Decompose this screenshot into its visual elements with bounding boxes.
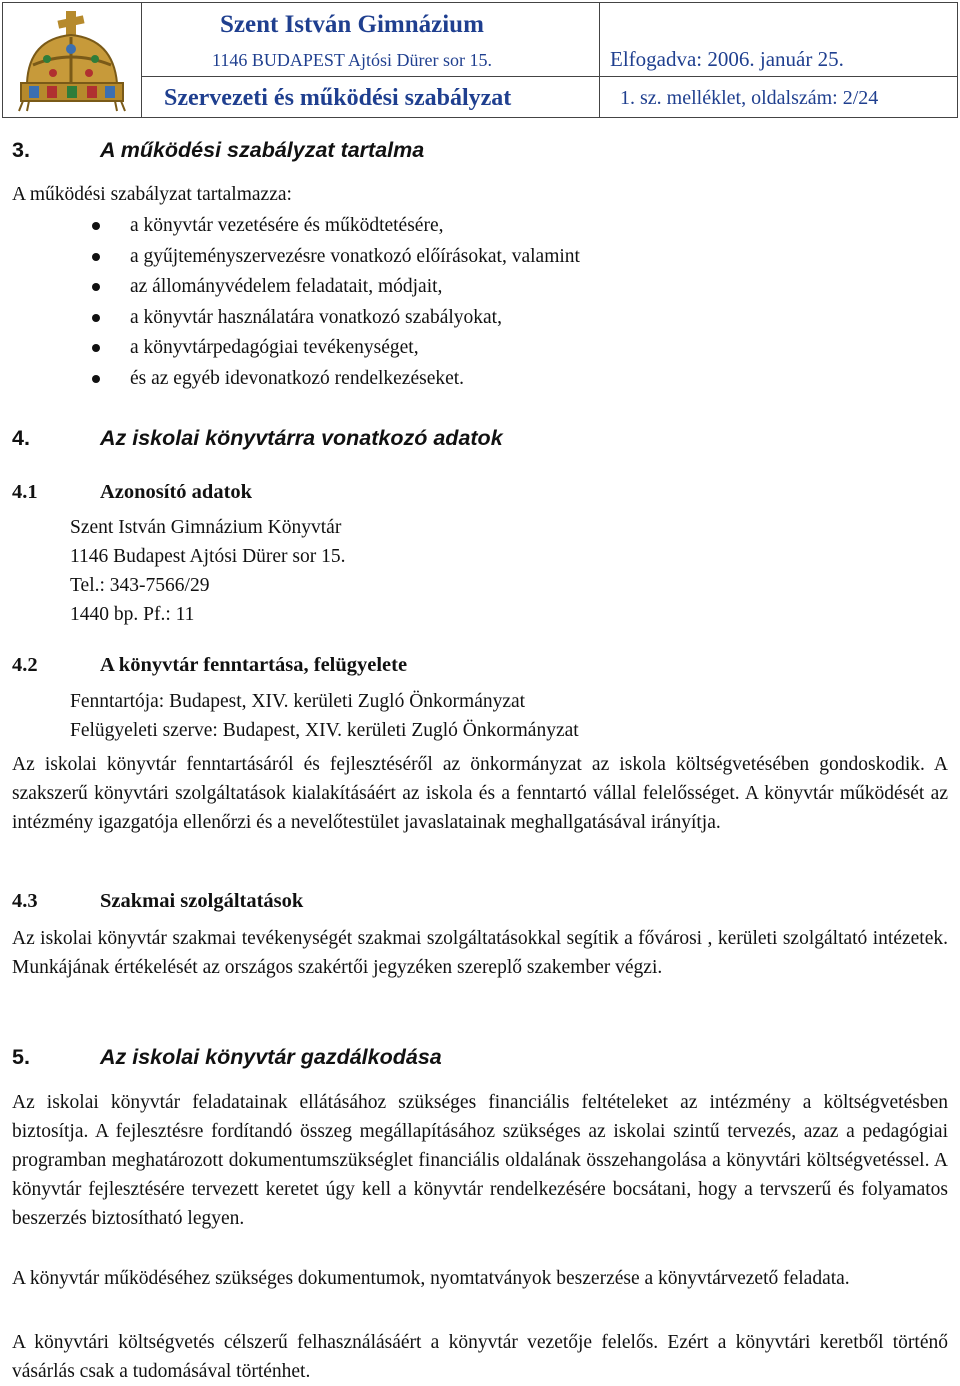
logo-cell bbox=[2, 2, 142, 118]
subsection-title: Szakmai szolgáltatások bbox=[100, 890, 304, 912]
school-info-cell bbox=[141, 2, 600, 77]
section-number: 5. bbox=[12, 1045, 30, 1069]
subsection-title: A könyvtár fenntartása, felügyelete bbox=[100, 654, 408, 676]
subsection-4-2-heading bbox=[12, 654, 407, 677]
section-3-intro: A működési szabályzat tartalmazza: bbox=[12, 184, 292, 205]
section-4-heading bbox=[12, 426, 503, 451]
id-line: 1146 Budapest Ajtósi Dürer sor 15. bbox=[70, 546, 346, 567]
document-header bbox=[2, 2, 958, 118]
date-cell bbox=[599, 2, 958, 77]
subsection-4-1-heading bbox=[12, 481, 252, 504]
section-3-list bbox=[88, 211, 580, 394]
subsection-4-3-heading bbox=[12, 890, 303, 913]
list-item: a könyvtárpedagógiai tevékenységet, bbox=[88, 333, 580, 364]
list-item: és az egyéb idevonatkozó rendelkezéseket. bbox=[88, 364, 580, 395]
paragraph: Az iskolai könyvtár fenntartásáról és fejlesztéséről az önkormányzat az iskola költségvetésében gondoskodik. A szakszerű könyvtári szolgáltatások kialakításáért az iskola és a fenntartó vállal felelősséget. A könyvtár működését az intézmény igazgatója ellenőrzi és a nevelőtestület javaslatainak meghallgatásával irányítja. bbox=[12, 754, 948, 833]
section-number: 3. bbox=[12, 138, 30, 162]
section-3-heading bbox=[12, 138, 424, 163]
id-line: 1440 bp. Pf.: 11 bbox=[70, 604, 195, 625]
subsection-number: 4.2 bbox=[12, 654, 38, 676]
paragraph: A könyvtár működéséhez szükséges dokumentumok, nyomtatványok beszerzése a könyvtárvezető feladata. bbox=[12, 1268, 850, 1289]
paragraph: A könyvtári költségvetés célszerű felhasználásáért a könyvtár vezetője felelős. Ezért a könyvtári keretből történő vásárlás csak a tudomásával történhet. bbox=[12, 1332, 948, 1382]
section-title: Az iskolai könyvtár gazdálkodása bbox=[100, 1045, 442, 1069]
supervisor-line: Felügyeleti szerve: Budapest, XIV. kerületi Zugló Önkormányzat bbox=[70, 720, 579, 741]
id-line: Szent István Gimnázium Könyvtár bbox=[70, 517, 342, 538]
paragraph: Az iskolai könyvtár szakmai tevékenységét szakmai szolgáltatásokkal segítik a fővárosi , kerületi szolgáltató intézetek. Munkájának értékelését az országos szakértői jegyzéken szereplő szakember végzi. bbox=[12, 928, 948, 978]
list-item: a könyvtár használatára vonatkozó szabályokat, bbox=[88, 303, 580, 334]
school-name: Szent István Gimnázium bbox=[220, 11, 484, 38]
section-title: A működési szabályzat tartalma bbox=[100, 138, 425, 162]
list-item: a könyvtár vezetésére és működtetésére, bbox=[88, 211, 580, 242]
section-number: 4. bbox=[12, 426, 30, 450]
maintainer-line: Fenntartója: Budapest, XIV. kerületi Zugló Önkormányzat bbox=[70, 691, 526, 712]
school-address: 1146 BUDAPEST Ajtósi Dürer sor 15. bbox=[212, 50, 493, 70]
section-5-heading bbox=[12, 1045, 442, 1070]
subsection-number: 4.3 bbox=[12, 890, 38, 912]
subsection-title: Azonosító adatok bbox=[100, 481, 253, 503]
section-title: Az iskolai könyvtárra vonatkozó adatok bbox=[100, 426, 503, 450]
page-info: 1. sz. melléklet, oldalszám: 2/24 bbox=[620, 87, 879, 109]
doc-title: Szervezeti és működési szabályzat bbox=[164, 85, 512, 111]
page-info-cell bbox=[599, 76, 958, 118]
id-line: Tel.: 343-7566/29 bbox=[70, 575, 210, 596]
list-item: a gyűjteményszervezésre vonatkozó előírásokat, valamint bbox=[88, 242, 580, 273]
crown-emblem-icon bbox=[9, 9, 135, 113]
doc-title-cell bbox=[141, 76, 600, 118]
list-item: az állományvédelem feladatait, módjait, bbox=[88, 272, 580, 303]
subsection-number: 4.1 bbox=[12, 481, 38, 503]
paragraph: Az iskolai könyvtár feladatainak ellátásához szükséges financiális feltételeket az intézmény a költségvetésben biztosítja. A fejlesztésre fordítandó összeg megállapításához szükséges az iskolai szintű tervezés, azaz a pedagógiai programban meghatározott dokumentumszükséglet financiális oldalának összehangolása a könyvtári költségvetéssel. A könyvtár fejlesztésére tervezett keretet úgy kell a könyvtár rendelkezésére bocsátani, hogy a tervszerű és folyamatos beszerzés biztosítható legyen. bbox=[12, 1092, 948, 1229]
accepted-date: Elfogadva: 2006. január 25. bbox=[610, 47, 844, 71]
